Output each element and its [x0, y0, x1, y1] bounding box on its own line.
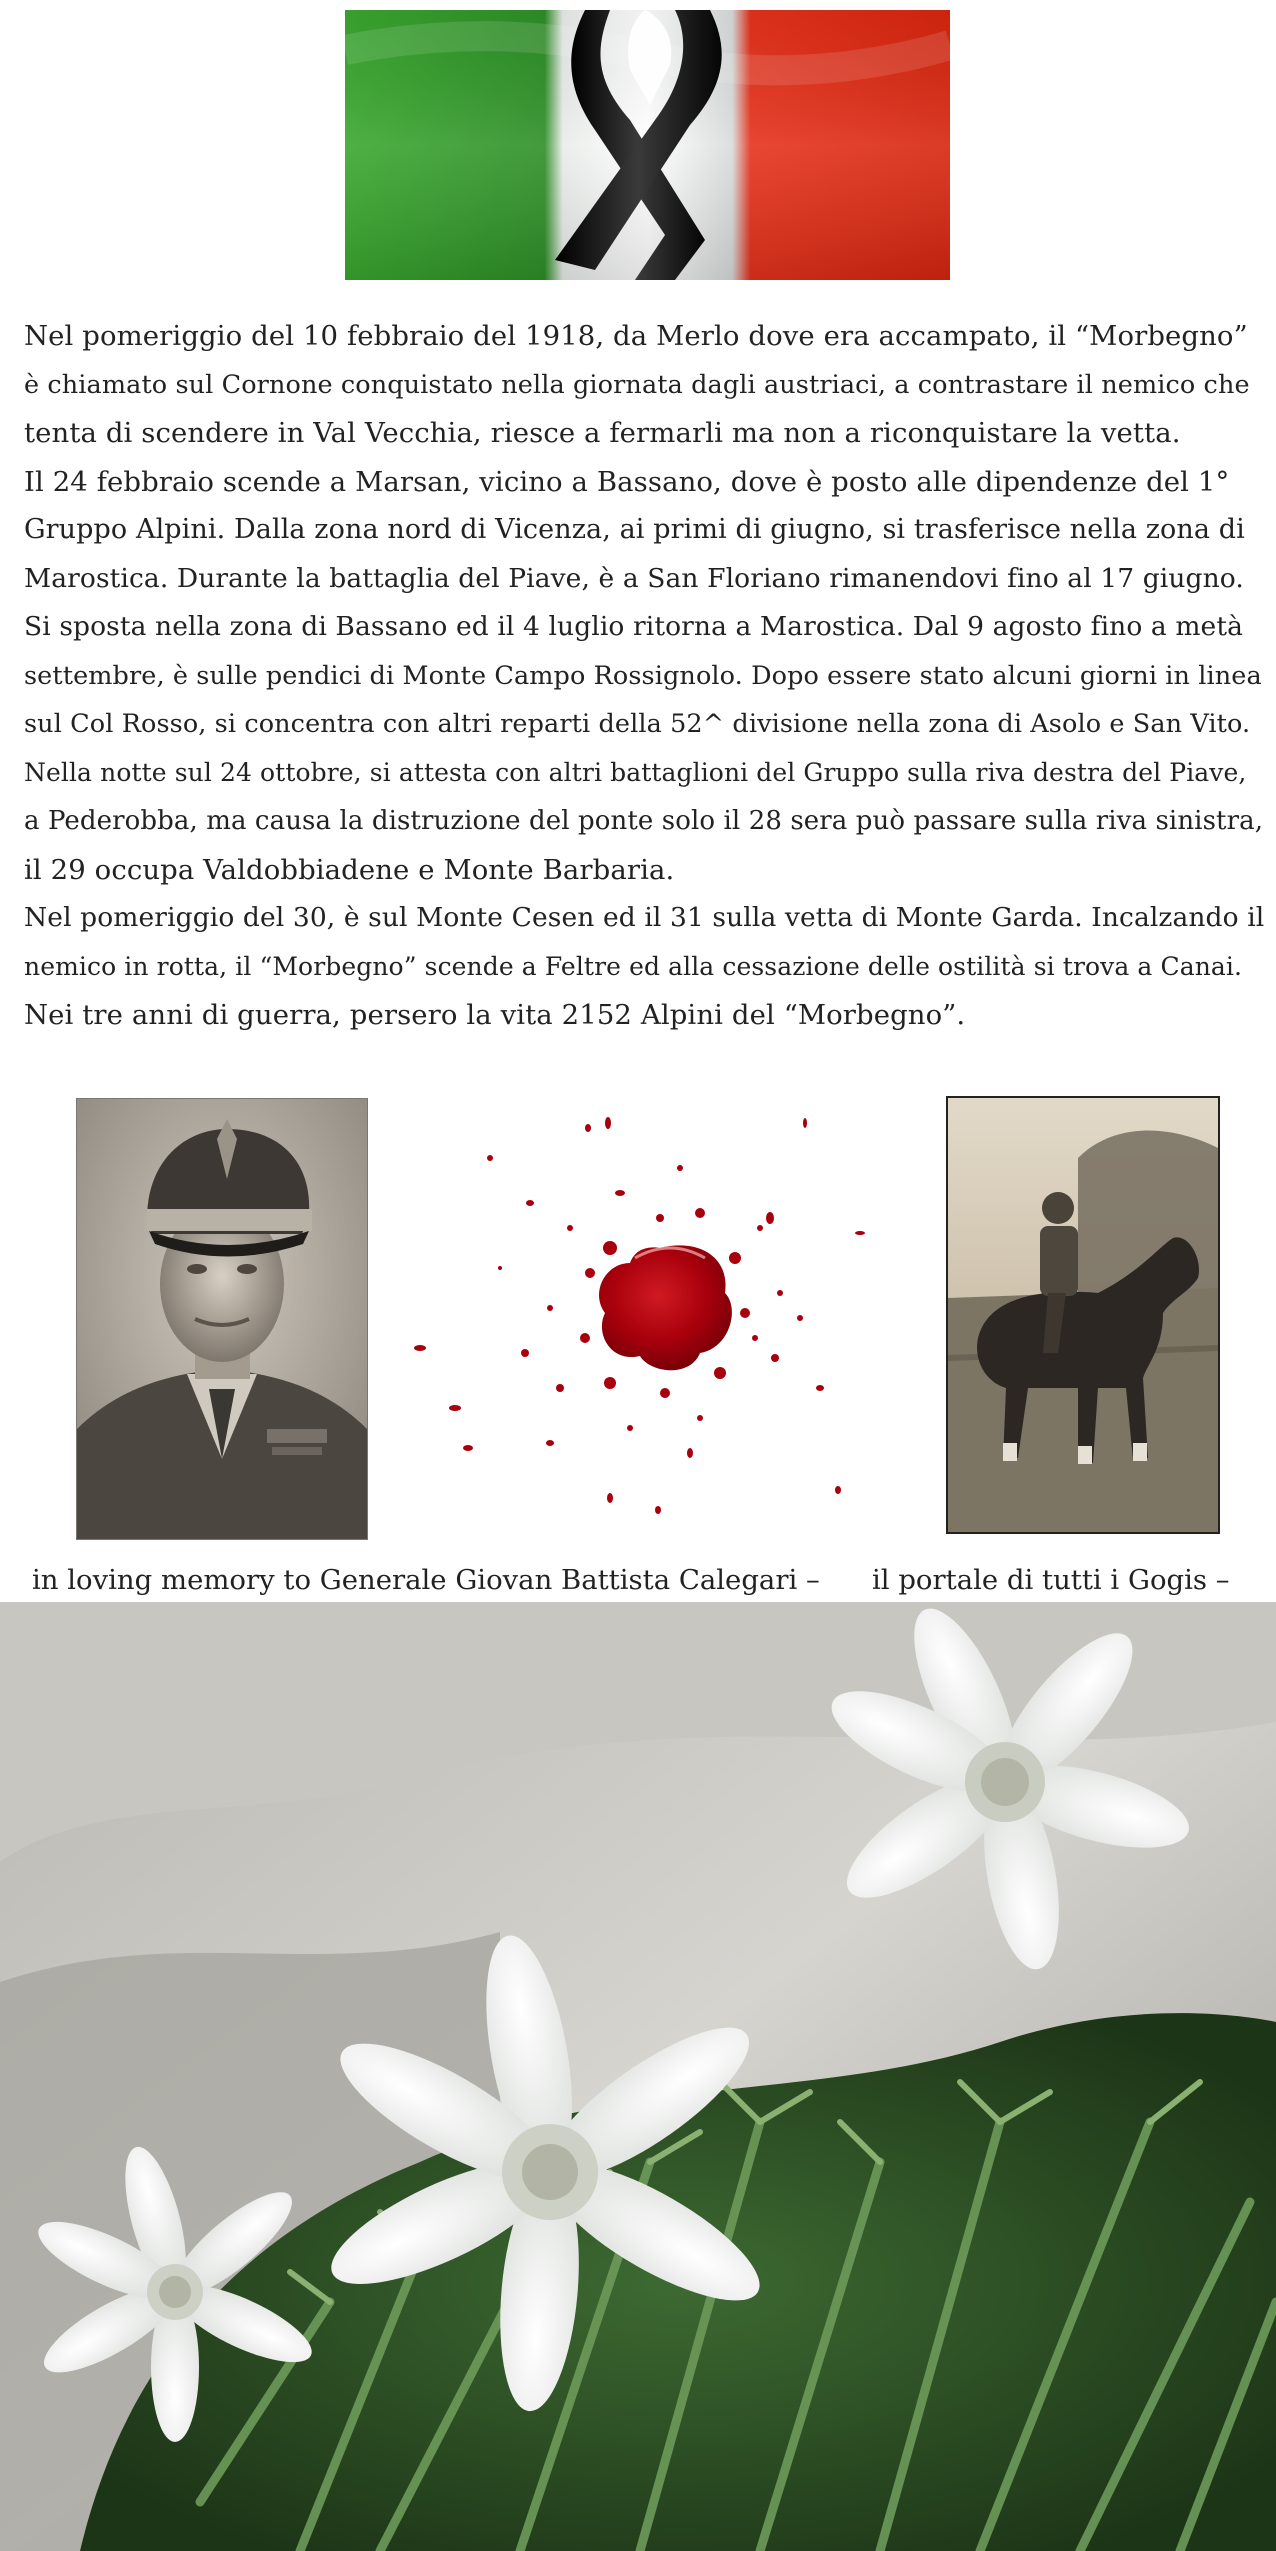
story-line: Gruppo Alpini. Dalla zona nord di Vicenza, ai primi di giugno, si trasferisce nella zona di [24, 514, 1245, 545]
story-line: Nei tre anni di guerra, persero la vita 2152 Alpini del “Morbegno”. [24, 999, 966, 1031]
edelweiss-flowers-image [0, 1602, 1276, 2551]
story-line: Nel pomeriggio del 30, è sul Monte Cesen ed il 31 sulla vetta di Monte Garda. Incalzando il [24, 902, 1265, 933]
story-line: Nella notte sul 24 ottobre, si attesta con altri battaglioni del Gruppo sulla riva destra del Piave, [24, 757, 1247, 787]
story-line: sul Col Rosso, si concentra con altri reparti della 52^ divisione nella zona di Asolo e San Vito. [24, 709, 1251, 739]
caption-memory-general: in loving memory to Generale Giovan Battista Calegari – [32, 1564, 820, 1596]
story-line: nemico in rotta, il “Morbegno” scende a Feltre ed alla cessazione delle ostilità si trova a Canai. [24, 951, 1243, 981]
flag-mourning-ribbon-image [345, 10, 950, 280]
story-line: settembre, è sulle pendici di Monte Campo Rossignolo. Dopo essere stato alcuni giorni in linea [24, 660, 1262, 691]
story-line: tenta di scendere in Val Vecchia, riesce a fermarli ma non a riconquistare la vetta. [24, 417, 1181, 449]
story-line: Nel pomeriggio del 10 febbraio del 1918, da Merlo dove era accampato, il “Morbegno” [24, 320, 1248, 352]
story-text [24, 312, 1264, 1040]
story-line: il 29 occupa Valdobbiadene e Monte Barbaria. [24, 853, 675, 886]
story-line: è chiamato sul Cornone conquistato nella giornata dagli austriaci, a contrastare il nemico che [24, 369, 1250, 400]
story-line: Il 24 febbraio scende a Marsan, vicino a Bassano, dove è posto alle dipendenze del 1° [24, 465, 1230, 498]
blood-splatter-image [400, 1108, 900, 1528]
general-portrait-photo [76, 1098, 368, 1540]
caption-portal-gogis: il portale di tutti i Gogis – [872, 1564, 1230, 1596]
story-line: Si sposta nella zona di Bassano ed il 4 luglio ritorna a Marostica. Dal 9 agosto fino a metà [24, 611, 1243, 642]
story-line: Marostica. Durante la battaglia del Piave, è a San Floriano rimanendovi fino al 17 giugno. [24, 562, 1244, 594]
officer-on-horse-photo [946, 1096, 1220, 1534]
story-line: a Pederobba, ma causa la distruzione del ponte solo il 28 sera può passare sulla riva sinistra, [24, 806, 1264, 836]
